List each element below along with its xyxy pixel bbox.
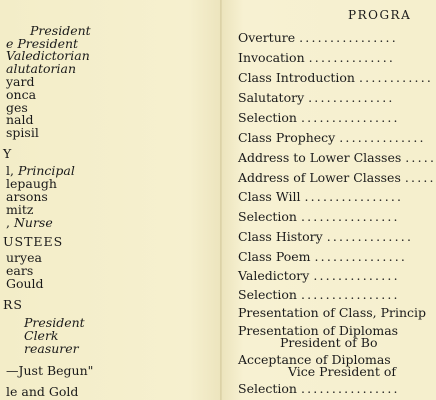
trustee-line: Gould	[6, 276, 44, 291]
program-title: PROGRA	[348, 8, 412, 22]
rs-line: Clerk	[24, 328, 59, 343]
officer-line: onca	[6, 87, 37, 102]
program-item: Class Prophecy ..............	[238, 130, 426, 145]
program-item: Selection ................	[238, 110, 400, 125]
program-item: Salutatory ..............	[238, 90, 395, 105]
faculty-line: mitz	[6, 202, 34, 217]
program-item: Address to Lower Classes .....	[238, 150, 436, 165]
officer-line: President	[30, 23, 91, 38]
program-item: Acceptance of Diplomas	[238, 352, 391, 367]
faculty-line: arsons	[6, 189, 48, 204]
faculty-line: lepaugh	[6, 176, 57, 191]
rs-line: reasurer	[24, 341, 79, 356]
officer-line: Valedictorian	[6, 48, 90, 63]
faculty-heading: Y	[3, 146, 13, 161]
program-subline: Vice President of	[288, 364, 396, 379]
program-item: Invocation ..............	[238, 50, 396, 65]
trustees-heading: USTEES	[3, 234, 64, 249]
officer-line: e President	[6, 36, 79, 51]
program-item: Presentation of Diplomas	[238, 323, 399, 338]
program-item: Presentation of Class, Princip	[238, 305, 427, 320]
rs-line: President	[24, 315, 85, 330]
officer-line: ges	[6, 100, 28, 115]
faculty-line: , Nurse	[6, 215, 53, 230]
trustee-line: ears	[6, 263, 34, 278]
program-item: Class History ..............	[238, 229, 414, 244]
trustee-line: uryea	[6, 250, 42, 265]
officer-line: nald	[6, 112, 34, 127]
class-colors: le and Gold	[6, 384, 79, 399]
program-item: Overture ................	[238, 30, 398, 45]
program-item: Class Poem ...............	[238, 249, 408, 264]
program-item: Address of Lower Classes .....	[238, 170, 436, 185]
faculty-line: l, Principal	[6, 163, 75, 178]
program-subline: President of Bo	[280, 335, 378, 350]
rs-heading: RS	[3, 297, 23, 312]
program-item: Valedictory ..............	[238, 268, 400, 283]
officer-line: yard	[6, 74, 35, 89]
officer-line: alutatorian	[6, 61, 77, 76]
program-page	[222, 0, 436, 400]
class-motto: —Just Begun"	[6, 363, 94, 378]
program-item: Class Introduction ............	[238, 70, 434, 85]
program-item: Selection ................	[238, 287, 400, 302]
program-item: Selection ................	[238, 381, 400, 396]
officer-line: spisil	[6, 125, 39, 140]
program-item: Selection ................	[238, 209, 400, 224]
program-item: Class Will ................	[238, 189, 404, 204]
